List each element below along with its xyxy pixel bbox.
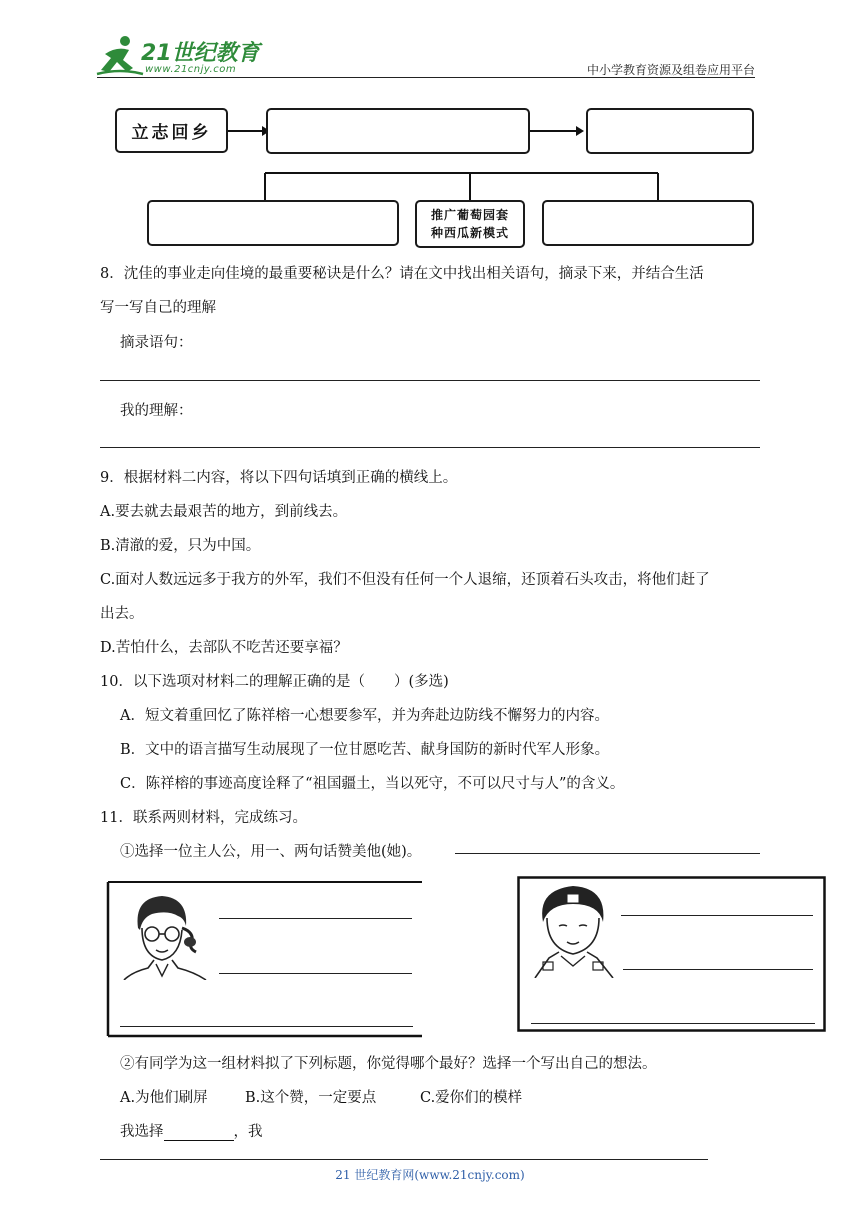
q9-option-c-line2: 出去。 xyxy=(100,606,144,622)
q9-option-a: A.要去就去最艰苦的地方，到前线去。 xyxy=(100,504,348,520)
q11-title-option-b: B.这个赞，一定要点 xyxy=(245,1090,377,1106)
q11-choose-prefix: 我选择 xyxy=(120,1124,164,1140)
platform-name: 中小学教育资源及组卷应用平台 xyxy=(586,63,755,77)
diagram-box-start xyxy=(115,108,228,153)
portrait-card-left xyxy=(106,880,426,1040)
q8-understanding-answer-line[interactable] xyxy=(100,447,760,448)
diagram-mid-label-line2: 种西瓜新模式 xyxy=(430,226,509,240)
q9-option-c-line1: C.面对人数远远多于我方的外军，我们不但没有任何一个人退缩，还顶着石头攻击，将他们赶了 xyxy=(100,572,710,588)
footer-rule xyxy=(100,1159,708,1160)
card-right-answer-line-1[interactable] xyxy=(621,915,813,916)
logo-url-text: www.21cnjy.com xyxy=(145,64,237,75)
q8-understanding-label: 我的理解： xyxy=(120,403,193,419)
woman-portrait-icon xyxy=(118,888,210,980)
q11-part1: ①选择一位主人公，用一、两句话赞美他(她)。 xyxy=(120,844,422,860)
card-right-answer-line-3[interactable] xyxy=(531,1023,815,1024)
q11-part2: ②有同学为这一组材料拟了下列标题，你觉得哪个最好？选择一个写出自己的想法。 xyxy=(120,1056,657,1072)
q11-text: 11．联系两则材料，完成练习。 xyxy=(100,810,307,826)
flow-diagram xyxy=(110,100,760,252)
q8-excerpt-answer-line[interactable] xyxy=(100,380,760,381)
q9-option-d: D.苦怕什么，去部队不吃苦还要享福？ xyxy=(100,640,348,656)
logo-runner-icon xyxy=(95,34,145,78)
footer-text: 21 世纪教育网(www.21cnjy.com) xyxy=(335,1168,525,1182)
q11-choose-row xyxy=(120,1120,263,1141)
q10-text: 10．以下选项对材料二的理解正确的是（ ）(多选) xyxy=(100,674,449,690)
diagram-box-blank-2 xyxy=(586,108,754,154)
logo xyxy=(95,34,265,78)
q11-part1-answer-line[interactable] xyxy=(455,853,760,854)
q10-option-b: B．文中的语言描写生动展现了一位甘愿吃苦、献身国防的新时代军人形象。 xyxy=(120,742,610,758)
diagram-box-blank-1 xyxy=(266,108,530,154)
portrait-card-right xyxy=(517,876,827,1034)
diagram-box-mid xyxy=(415,200,525,248)
card-left-answer-line-1[interactable] xyxy=(219,918,412,919)
q11-choose-suffix: ，我 xyxy=(233,1124,263,1140)
q11-choose-blank[interactable] xyxy=(164,1124,234,1141)
card-left-answer-line-2[interactable] xyxy=(219,973,412,974)
q11-title-option-c: C.爱你们的模样 xyxy=(420,1090,523,1106)
q9-text: 9．根据材料二内容，将以下四句话填到正确的横线上。 xyxy=(100,470,458,486)
diagram-start-label: 立志回乡 xyxy=(131,123,212,143)
card-right-answer-line-2[interactable] xyxy=(623,969,813,970)
header-rule xyxy=(97,77,755,78)
q9-option-b: B.清澈的爱，只为中国。 xyxy=(100,538,261,554)
q8-text-line1: 8．沈佳的事业走向佳境的最重要秘诀是什么？请在文中找出相关语句，摘录下来，并结合生活 xyxy=(100,266,704,282)
card-left-answer-line-3[interactable] xyxy=(120,1026,413,1027)
q10-option-a: A．短文着重回忆了陈祥榕一心想要参军，并为奔赴边防线不懈努力的内容。 xyxy=(120,708,609,724)
q10-option-c: C．陈祥榕的事迹高度诠释了“祖国疆土，当以死守，不可以尺寸与人”的含义。 xyxy=(120,776,625,792)
diagram-box-blank-4 xyxy=(542,200,754,246)
header xyxy=(0,0,860,80)
q8-text-line2: 写一写自己的理解 xyxy=(100,300,216,316)
q8-excerpt-label: 摘录语句： xyxy=(120,335,193,351)
soldier-portrait-icon xyxy=(529,882,619,978)
diagram-box-blank-3 xyxy=(147,200,399,246)
q11-title-option-a: A.为他们刷屏 xyxy=(120,1090,208,1106)
diagram-mid-label-line1: 推广葡萄园套 xyxy=(430,208,509,222)
logo-text: 21世纪教育 xyxy=(141,41,260,66)
